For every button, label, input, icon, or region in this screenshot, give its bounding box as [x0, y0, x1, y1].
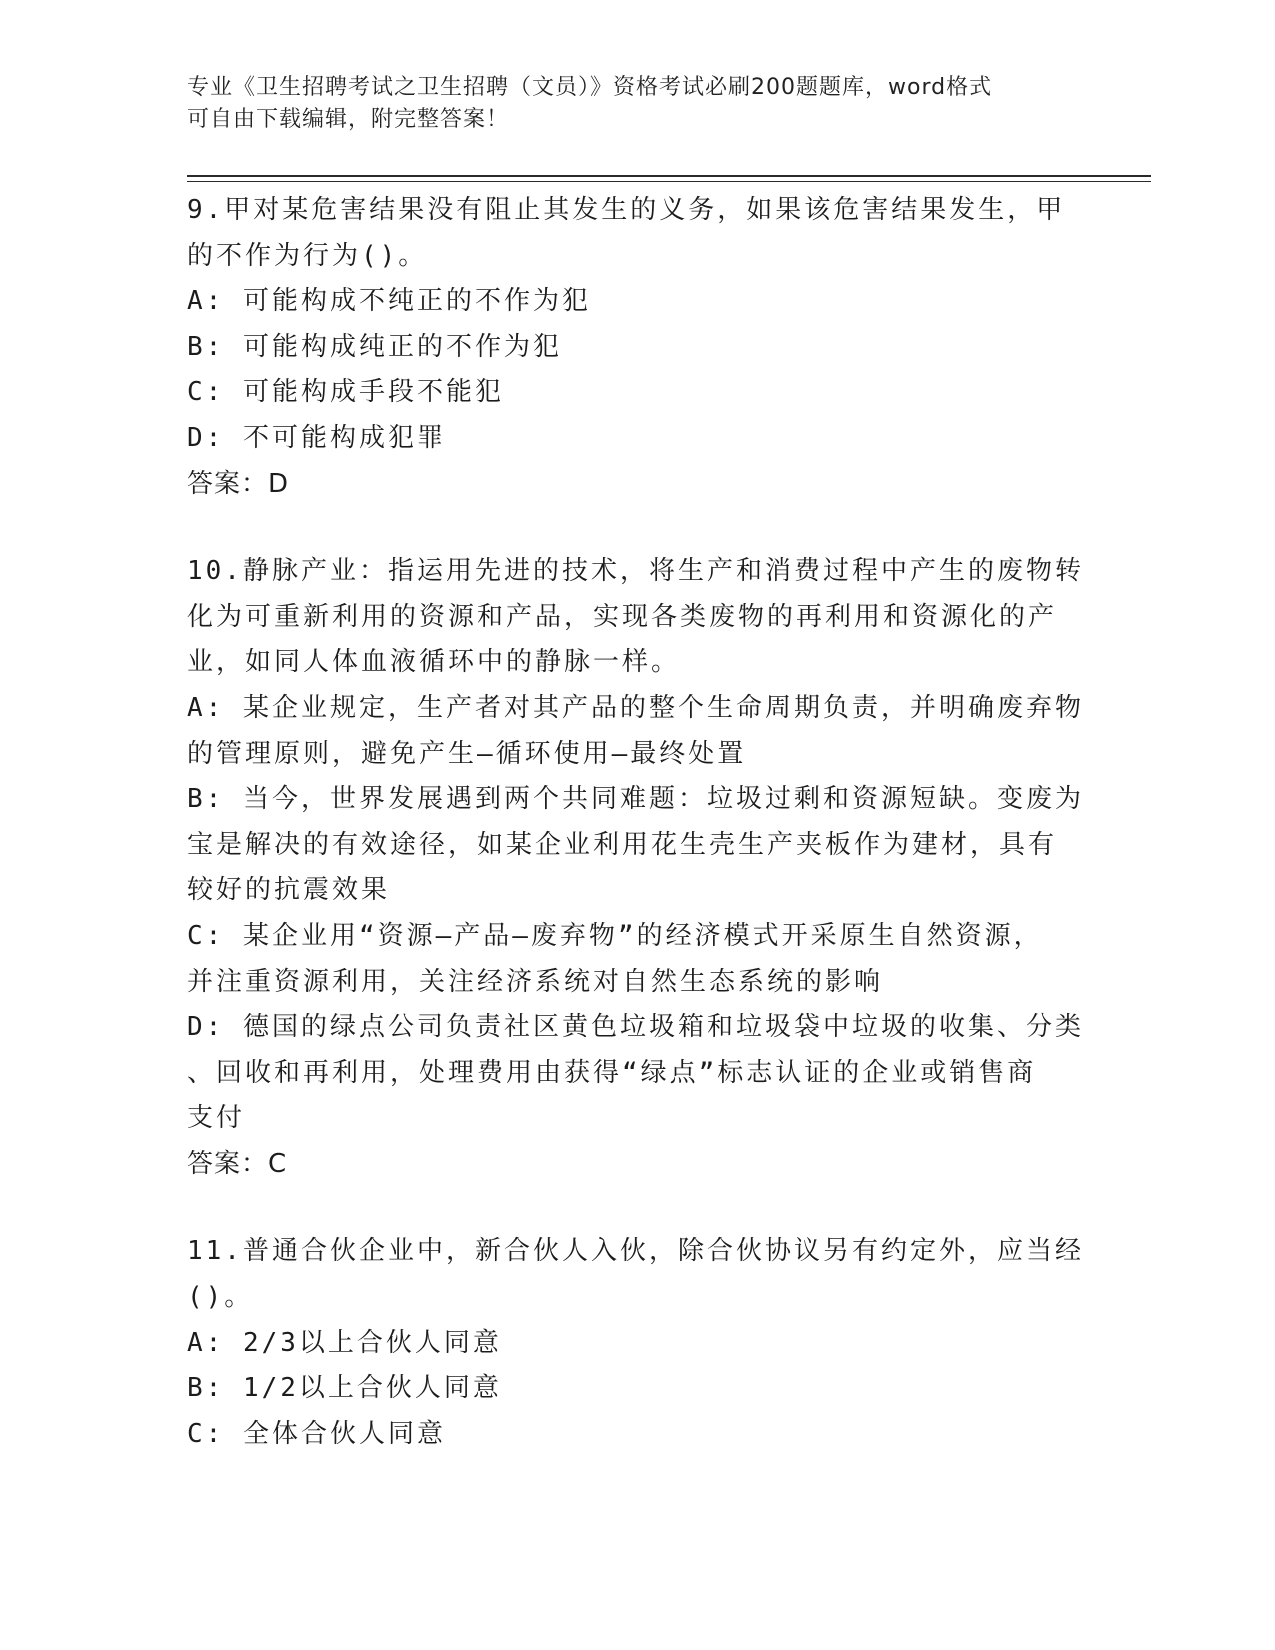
header-title-line-2: 可自由下载编辑，附完整答案！: [187, 107, 510, 132]
option-a: A: 2/3以上合伙人同意: [187, 1327, 502, 1358]
option-a: A: 某企业规定，生产者对其产品的整个生命周期负责，并明确废弃物: [187, 692, 1084, 723]
option-b: B: 可能构成纯正的不作为犯: [187, 331, 562, 362]
option-a: A: 可能构成不纯正的不作为犯: [187, 286, 591, 317]
document-header: [187, 72, 1067, 136]
header-divider-thick: [187, 175, 1151, 177]
option-c: 并注重资源利用，关注经济系统对自然生态系统的影响: [187, 966, 884, 997]
question-11: [187, 1229, 1084, 1457]
option-c: C: 某企业用“资源—产品—废弃物”的经济模式开采原生自然资源，: [187, 920, 1043, 951]
question-10: [187, 549, 1084, 1187]
option-b: 宝是解决的有效途径，如某企业利用花生壳生产夹板作为建材，具有: [187, 829, 1058, 860]
question-spacer: [187, 1187, 1072, 1229]
option-c: C: 全体合伙人同意: [187, 1418, 446, 1449]
option-d: D: 德国的绿点公司负责社区黄色垃圾箱和垃圾袋中垃圾的收集、分类: [187, 1012, 1084, 1043]
question-stem: 10.静脉产业：指运用先进的技术，将生产和消费过程中产生的废物转: [187, 556, 1084, 587]
question-stem: 的不作为行为()。: [187, 240, 428, 271]
answer-text: 答案：D: [187, 468, 290, 499]
question-stem: 业，如同人体血液循环中的静脉一样。: [187, 647, 681, 678]
option-a: 的管理原则，避免产生—循环使用—最终处置: [187, 738, 747, 769]
option-b: B: 当今，世界发展遇到两个共同难题：垃圾过剩和资源短缺。变废为: [187, 784, 1084, 815]
answer-text: 答案：C: [187, 1148, 288, 1179]
option-b: 较好的抗震效果: [187, 875, 391, 906]
question-stem: 11.普通合伙企业中，新合伙人入伙，除合伙协议另有约定外，应当经: [187, 1236, 1084, 1267]
header-title-line-1: 专业《卫生招聘考试之卫生招聘（文员）》资格考试必刷200题题库，word格式: [187, 75, 993, 100]
option-d: 、回收和再利用，处理费用由获得“绿点”标志认证的企业或销售商: [187, 1057, 1037, 1088]
option-b: B: 1/2以上合伙人同意: [187, 1373, 502, 1404]
option-d: D: 不可能构成犯罪: [187, 422, 446, 453]
question-spacer: [187, 507, 1072, 549]
option-c: C: 可能构成手段不能犯: [187, 377, 504, 408]
question-9: [187, 188, 1072, 507]
question-stem: 9.甲对某危害结果没有阻止其发生的义务，如果该危害结果发生，甲: [187, 195, 1066, 225]
question-stem: ()。: [187, 1282, 254, 1313]
question-stem: 化为可重新利用的资源和产品，实现各类废物的再利用和资源化的产: [187, 601, 1058, 632]
option-d: 支付: [187, 1103, 246, 1134]
question-list: [187, 188, 1084, 1457]
header-divider-thin: [187, 181, 1151, 182]
